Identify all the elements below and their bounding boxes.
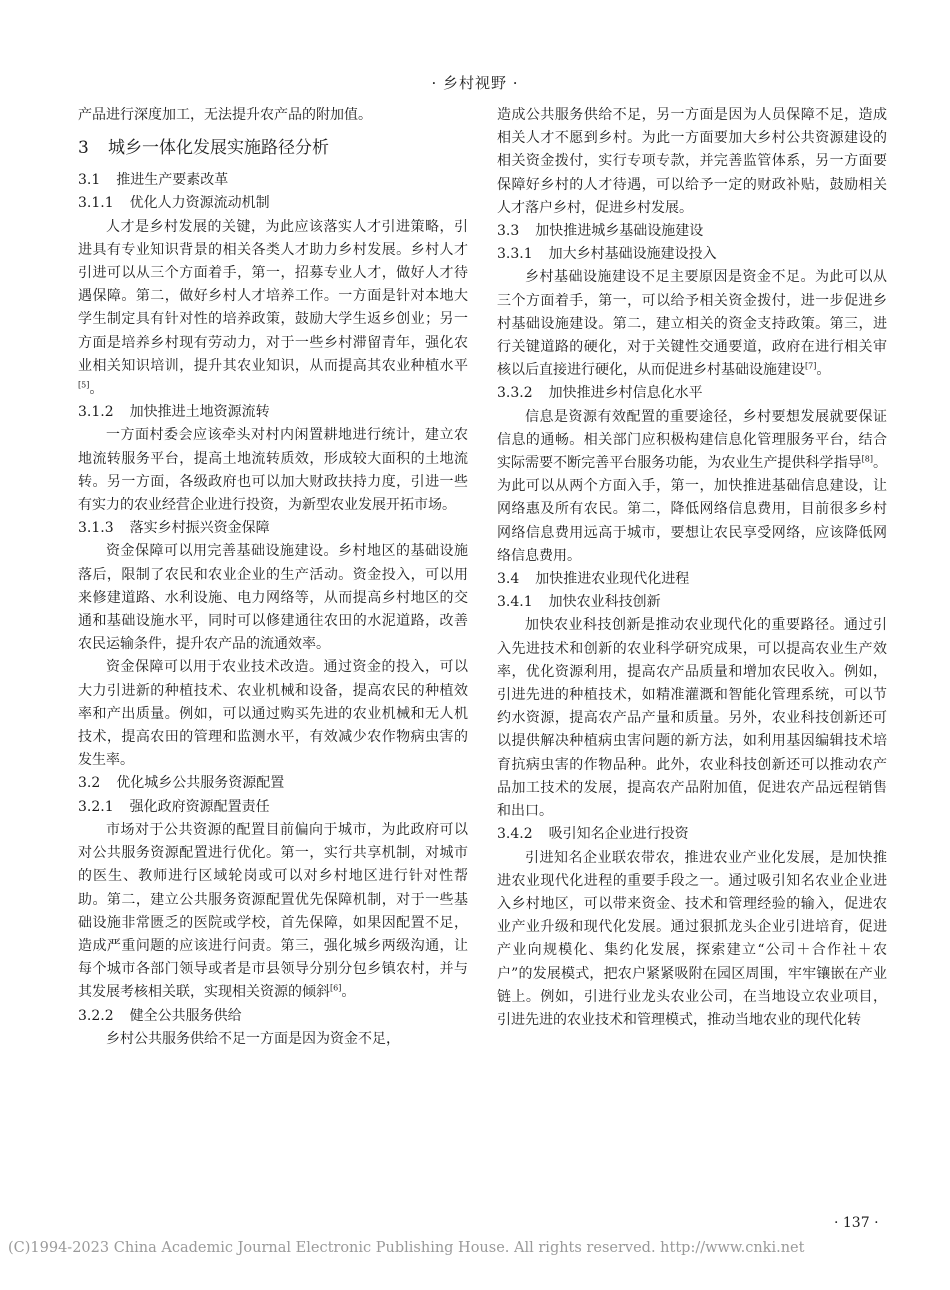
paragraph (78, 216, 468, 402)
paragraph: 一方面村委会应该牵头对村内闲置耕地进行统计，建立农地流转服务平台，提高土地流转质效，形成较大面积的土地流转。另一方面，各级政府也可以加大财政扶持力度，引进一些有实力的农业经营企业进行投资，为新型农业发展开拓市场。 (78, 427, 468, 514)
subsubsection-heading-3-3-2 (497, 382, 887, 405)
paragraph-text: 信息是资源有效配置的重要途径，乡村要想发展就要保证信息的通畅。相关部门应积极构建信息化管理服务平台，结合实际需要不断完善平台服务功能，为农业生产提供科学指导 (497, 408, 887, 472)
paragraph (78, 819, 468, 1005)
section-number: 3.1.1 (78, 195, 114, 212)
paragraph: 资金保障可以用于农业技术改造。通过资金的投入，可以大力引进新的种植技术、农业机械和设备，提高农民的种植效率和产出质量。例如，可以通过购买先进的农业机械和无人机技术，提高农田的管理和监测水平，有效减少农作物病虫害的发生率。 (78, 659, 468, 769)
citation: [5] (78, 380, 90, 390)
section-title: 加快推进城乡基础设施建设 (535, 223, 704, 240)
subsubsection-heading-3-3-1 (497, 243, 887, 266)
citation: [6] (330, 983, 342, 993)
section-number: 3.4.2 (497, 826, 533, 843)
paragraph: 引进知名企业联农带农，推进农业产业化发展，是加快推进农业现代化进程的重要手段之一。通过吸引知名农业企业进入乡村地区，可以带来资金、技术和管理经验的输入，促进农业产业升级和现代化发展。通过狠抓龙头企业引进培育，促进产业向规模化、集约化发展，探索建立“公司＋合作社＋农户”的发展模式，把农户紧紧吸附在园区周围，牢牢镶嵌在产业链上。例如，引进行业龙头农业公司，在当地设立农业项目，引进先进的农业技术和管理模式，推动当地农业的现代化转 (497, 849, 887, 1028)
copyright-notice: (C)1994-2023 China Academic Journal Electronic Publishing House. All rights reserved. http://www.cnki.net (8, 1240, 805, 1256)
subsection-heading-3-1 (78, 169, 468, 192)
section-number: 3.2.1 (78, 798, 114, 815)
section-number: 3.2.2 (78, 1007, 114, 1024)
section-number: 3.3.1 (497, 246, 533, 263)
section-number: 3.1.2 (78, 404, 114, 421)
section-number: 3.4 (497, 571, 520, 588)
paragraph: 加快农业科技创新是推动农业现代化的重要路径。通过引入先进技术和创新的农业科学研究成果，可以提高农业生产效率，优化资源利用，提高农产品质量和增加农民收入。例如，引进先进的种植技术，如精准灌溉和智能化管理系统，可以节约水资源，提高农产品产量和质量。另外，农业科技创新还可以提供解决种植病虫害问题的新方法，如利用基因编辑技术培育抗病虫害的作物品种。此外，农业科技创新还可以推动农产品加工技术的发展，提高农产品附加值，促进农产品远程销售和出口。 (497, 617, 887, 820)
subsubsection-heading-3-2-1 (78, 796, 468, 819)
section-title: 加快推进乡村信息化水平 (548, 385, 703, 402)
section-heading-3 (78, 136, 468, 160)
citation: [7] (805, 361, 817, 371)
section-number: 3.1.3 (78, 520, 114, 537)
paragraph-text: 人才是乡村发展的关键，为此应该落实人才引进策略，引进具有专业知识背景的相关各类人才助力乡村发展。乡村人才引进可以从三个方面着手，第一，招募专业人才，做好人才待遇保障。第二，做好乡村人才培养工作。一方面是针对本地大学生制定具有针对性的培养政策，鼓励大学生返乡创业；另一方面是培养乡村现有劳动力，对于一些乡村滞留青年，强化农业相关知识培训，提升其农业知识，从而提高其农业种植水平 (78, 218, 468, 374)
subsubsection-heading-3-1-3 (78, 517, 468, 540)
citation: [8] (861, 454, 873, 464)
section-title: 落实乡村振兴资金保障 (129, 520, 270, 537)
paragraph: 造成公共服务供给不足，另一方面是因为人员保障不足，造成相关人才不愿到乡村。为此一方面要加大乡村公共资源建设的相关资金拨付，实行专项专款，并完善监管体系，另一方面要保障好乡村的人才待遇，可以给予一定的财政补贴，鼓励相关人才落户乡村，促进乡村发展。 (497, 107, 887, 216)
paragraph: 产品进行深度加工，无法提升农产品的附加值。 (78, 107, 372, 123)
paragraph-text: 。 (341, 984, 356, 1001)
paragraph (497, 406, 887, 568)
section-number: 3 (78, 138, 89, 159)
subsubsection-heading-3-4-2 (497, 823, 887, 846)
section-title: 加快推进土地资源流转 (129, 404, 270, 421)
section-number: 3.3 (497, 223, 520, 240)
subsection-heading-3-2 (78, 772, 468, 795)
section-title: 加大乡村基础设施建设投入 (548, 246, 717, 263)
section-number: 3.4.1 (497, 594, 533, 611)
section-title: 加快推进农业现代化进程 (535, 571, 690, 588)
section-title: 强化政府资源配置责任 (129, 798, 270, 815)
paragraph-text: 。为此可以从两个方面入手，第一，加快推进基础信息建设，让网络惠及所有农民。第二，降低网络信息费用，目前很多乡村网络信息费用远高于城市，要想让农民享受网络，应该降低网络信息费用。 (497, 455, 888, 564)
paragraph-text: 。 (816, 362, 831, 379)
subsubsection-heading-3-2-2 (78, 1005, 468, 1028)
section-title: 城乡一体化发展实施路径分析 (108, 138, 329, 159)
paragraph: 资金保障可以用完善基础设施建设。乡村地区的基础设施落后，限制了农民和农业企业的生产活动。资金投入，可以用来修建道路、水利设施、电力网络等，从而提高乡村地区的交通和基础设施水平，同时可以修建通往农田的水泥道路，改善农民运输条件，提升农产品的流通效率。 (78, 543, 468, 653)
section-title: 推进生产要素改革 (116, 172, 229, 189)
running-head: · 乡村视野 · (431, 74, 519, 92)
paragraph-text: 。 (89, 381, 104, 398)
paragraph: 乡村公共服务供给不足一方面是因为资金不足， (106, 1030, 400, 1047)
right-column (497, 104, 887, 1032)
section-number: 3.1 (78, 172, 101, 189)
paragraph-text: 乡村基础设施建设不足主要原因是资金不足。为此可以从三个方面着手，第一，可以给予相关资金拨付，进一步促进乡村基础设施建设。第二，建立相关的资金支持政策。第三，进行关键道路的硬化，对于关键性交通要道，政府在进行相关审核以后直接进行硬化，从而促进乡村基础设施建设 (497, 269, 887, 379)
section-title: 加快农业科技创新 (548, 594, 661, 611)
subsection-heading-3-4 (497, 568, 887, 591)
section-title: 吸引知名企业进行投资 (548, 826, 689, 843)
paragraph (497, 266, 887, 382)
section-number: 3.2 (78, 775, 101, 792)
subsubsection-heading-3-1-1 (78, 192, 468, 215)
subsubsection-heading-3-1-2 (78, 401, 468, 424)
paragraph-text: 市场对于公共资源的配置目前偏向于城市，为此政府可以对公共服务资源配置进行优化。第一，实行共享机制，对城市的医生、教师进行区域轮岗或可以对乡村地区进行针对性帮助。第二，建立公共服务资源配置优先保障机制，对于一些基础设施非常匮乏的医院或学校，首先保障，如果因配置不足，造成严重问题的应该进行问责。第三，强化城乡两级沟通，让每个城市各部门领导或者是市县领导分别分包乡镇农村，并与其发展考核相关联，实现相关资源的倾斜 (78, 821, 468, 1001)
subsection-heading-3-3 (497, 220, 887, 243)
section-number: 3.3.2 (497, 385, 533, 402)
section-title: 健全公共服务供给 (129, 1007, 242, 1024)
subsubsection-heading-3-4-1 (497, 591, 887, 614)
section-title: 优化人力资源流动机制 (129, 195, 270, 212)
page-number: · 137 · (834, 1215, 879, 1231)
left-column (78, 104, 468, 1051)
section-title: 优化城乡公共服务资源配置 (116, 775, 285, 792)
